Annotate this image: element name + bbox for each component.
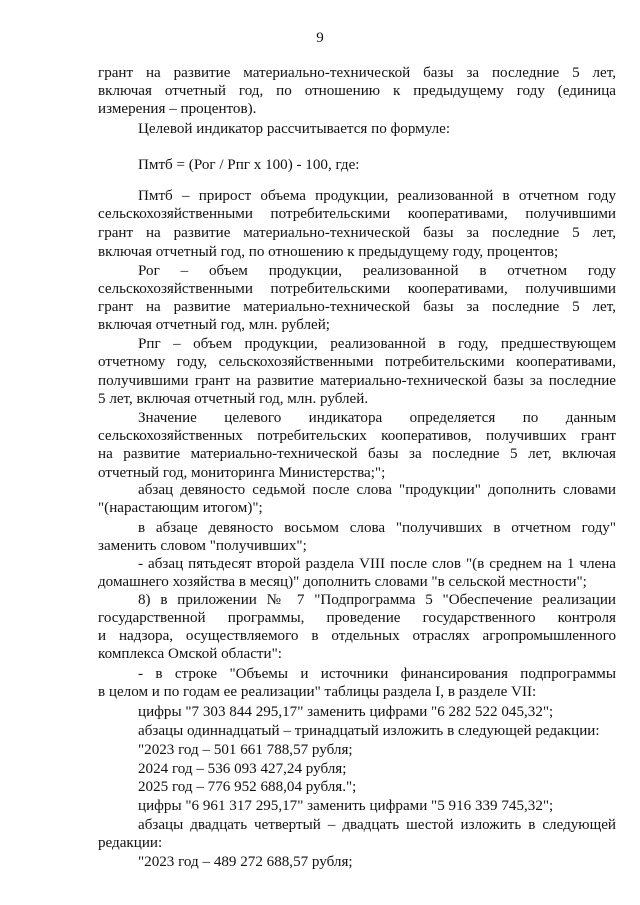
text-line: Целевой индикатор рассчитывается по формуле: [138, 121, 451, 137]
text-line: грант на развитие материально-технической базы за последние 5 лет, [98, 225, 616, 241]
text-line: 5 лет, включая отчетный год, млн. рублей. [98, 391, 369, 407]
text-line: "2023 год – 489 272 688,57 рубля; [138, 854, 353, 870]
text-line: в целом и по годам ее реализации" таблицы раздела I, в разделе VII: [98, 684, 537, 700]
text-line: государственной программы, проведение государственного контроля [98, 610, 616, 626]
text-line: и надзора, осуществляемого в отдельных отраслях агропромышленного [98, 628, 616, 644]
text-line: абзац девяносто седьмой после слова "продукции" дополнить словами [138, 482, 616, 498]
text-line: отчетный год, мониторинга Министерства;"; [98, 465, 386, 481]
text-line: Рог – объем продукции, реализованной в отчетном году [138, 263, 616, 279]
text-line: сельскохозяйственными потребительскими кооперативами, получившими [98, 281, 616, 297]
text-line: включая отчетный год, млн. рублей; [98, 317, 330, 333]
text-line: редакции: [98, 835, 163, 851]
text-line: отчетному году, сельскохозяйственными потребительскими кооперативами, [98, 354, 616, 370]
text-line: заменить словом "получивших"; [98, 538, 307, 554]
text-line: сельскохозяйственными потребительскими кооперативами, получившими [98, 206, 616, 222]
text-line: Пмтб – прирост объема продукции, реализованной в отчетном году [138, 188, 616, 204]
text-line: "(нарастающим итогом)"; [98, 500, 263, 516]
text-line: 2025 год – 776 952 688,04 рубля."; [138, 779, 357, 795]
text-line: в абзаце девяносто восьмом слова "получивших в отчетном году" [138, 520, 616, 536]
text-line: включая отчетный год, по отношению к предыдущему году (единица [98, 83, 616, 99]
text-line: - в строке "Объемы и источники финансирования подпрограммы [138, 666, 616, 682]
text-line: цифры "7 303 844 295,17" заменить цифрами "6 282 522 045,32"; [138, 704, 554, 720]
page-number: 9 [316, 30, 324, 46]
text-line: "2023 год – 501 661 788,57 рубля; [138, 742, 353, 758]
text-line: грант на развитие материально-технической базы за последние 5 лет, [98, 299, 616, 315]
text-line: домашнего хозяйства в месяц)" дополнить словами "в сельской местности"; [98, 574, 587, 590]
text-line: абзацы одиннадцатый – тринадцатый изложить в следующей редакции: [138, 723, 600, 739]
text-line: комплекса Омской области": [98, 646, 282, 662]
text-line: Пмтб = (Рог / Рпг х 100) - 100, где: [138, 157, 360, 173]
text-line: Рпг – объем продукции, реализованной в году, предшествующем [138, 336, 616, 352]
text-line: грант на развитие материально-технической базы за последние 5 лет, [98, 65, 616, 81]
text-line: цифры "6 961 317 295,17" заменить цифрами "5 916 339 745,32"; [138, 798, 554, 814]
text-line: измерения – процентов). [98, 101, 257, 117]
text-line: 2024 год – 536 093 427,24 рубля; [138, 761, 347, 777]
text-line: 8) в приложении № 7 "Подпрограмма 5 "Обеспечение реализации [138, 592, 616, 608]
text-line: получившими грант на развитие материально-технической базы за последние [98, 373, 616, 389]
text-line: Значение целевого индикатора определяется по данным [138, 410, 616, 426]
text-line: на развитие материально-технической базы за последние 5 лет, включая [98, 446, 616, 462]
text-line: включая отчетный год, по отношению к предыдущему году, процентов; [98, 244, 559, 260]
text-line: - абзац пятьдесят второй раздела VIII после слов "(в среднем на 1 члена [138, 556, 616, 572]
text-line: абзацы двадцать четвертый – двадцать шестой изложить в следующей [138, 817, 616, 833]
text-line: сельскохозяйственных потребительских кооперативов, получивших грант [98, 428, 616, 444]
